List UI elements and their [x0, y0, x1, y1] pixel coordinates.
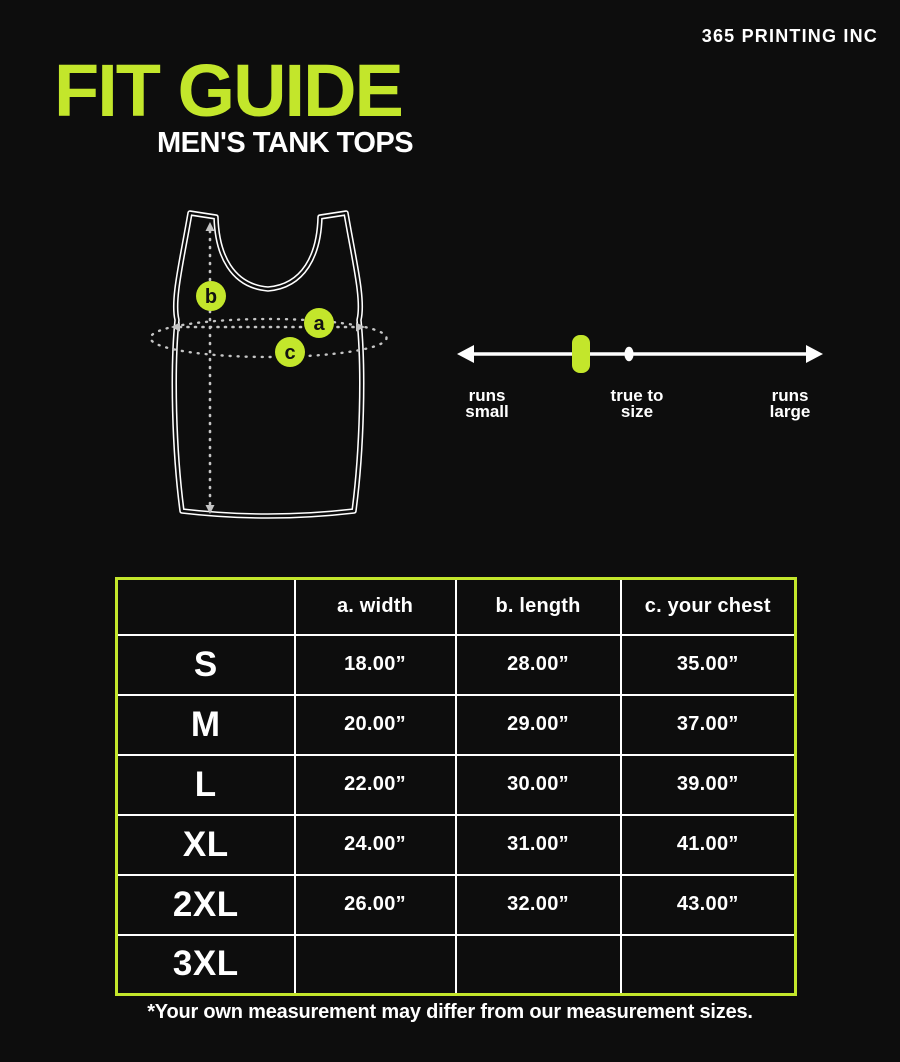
length-value: 31.00”: [456, 815, 621, 875]
table-row: [117, 815, 796, 875]
scale-slider: [572, 335, 590, 373]
chest-value: 37.00”: [621, 695, 796, 755]
scale-label-runs-small: [447, 388, 527, 420]
marker-a-label: a: [313, 313, 325, 335]
page-subtitle: MEN'S TANK TOPS: [157, 127, 414, 159]
table-row: [117, 695, 796, 755]
tank-outline: [174, 213, 361, 516]
true-to-size-line2: size: [620, 402, 654, 421]
scale-arrow-left-icon: [457, 345, 474, 363]
page-title: FIT GUIDE: [54, 49, 402, 132]
runs-small-line2: small: [465, 402, 509, 421]
chest-value: 43.00”: [621, 875, 796, 935]
width-value: [295, 935, 456, 995]
size-label: M: [117, 695, 295, 755]
size-label: L: [117, 755, 295, 815]
chest-value: [621, 935, 796, 995]
width-value: 18.00”: [295, 635, 456, 695]
length-value: 29.00”: [456, 695, 621, 755]
fit-scale: [450, 330, 830, 380]
length-arrow-top: [206, 222, 215, 231]
size-table: [115, 577, 797, 996]
chest-value: 35.00”: [621, 635, 796, 695]
size-label: XL: [117, 815, 295, 875]
length-value: 32.00”: [456, 875, 621, 935]
tank-top-diagram: [130, 200, 410, 550]
table-row: [117, 935, 796, 995]
header-length: b. length: [456, 579, 621, 635]
header-size: [117, 579, 295, 635]
marker-b-label: b: [204, 286, 218, 308]
runs-large-line1: runs: [771, 386, 809, 405]
size-label: 3XL: [117, 935, 295, 995]
width-value: 20.00”: [295, 695, 456, 755]
tank-outline-inner: [174, 213, 361, 516]
table-row: [117, 635, 796, 695]
true-to-size-line1: true to: [610, 386, 664, 405]
table-row: [117, 755, 796, 815]
width-value: 24.00”: [295, 815, 456, 875]
header-width: a. width: [295, 579, 456, 635]
scale-label-true-to-size: [577, 388, 697, 420]
chest-measure-ellipse: [151, 319, 387, 357]
scale-center-marker: [624, 347, 633, 361]
length-value: 30.00”: [456, 755, 621, 815]
table-header-row: [117, 579, 796, 635]
scale-arrow-right-icon: [806, 345, 823, 363]
chest-value: 39.00”: [621, 755, 796, 815]
width-value: 26.00”: [295, 875, 456, 935]
runs-large-line2: large: [769, 402, 811, 421]
brand-text: 365 PRINTING INC: [701, 26, 878, 46]
length-value: 28.00”: [456, 635, 621, 695]
table-row: [117, 875, 796, 935]
size-label: S: [117, 635, 295, 695]
runs-small-line1: runs: [468, 386, 506, 405]
scale-label-runs-large: [750, 388, 830, 420]
width-value: 22.00”: [295, 755, 456, 815]
footnote-text: *Your own measurement may differ from our measurement sizes.: [147, 1001, 753, 1023]
length-value: [456, 935, 621, 995]
chest-value: 41.00”: [621, 815, 796, 875]
marker-c-label: c: [284, 342, 296, 364]
header-chest: c. your chest: [621, 579, 796, 635]
size-label: 2XL: [117, 875, 295, 935]
